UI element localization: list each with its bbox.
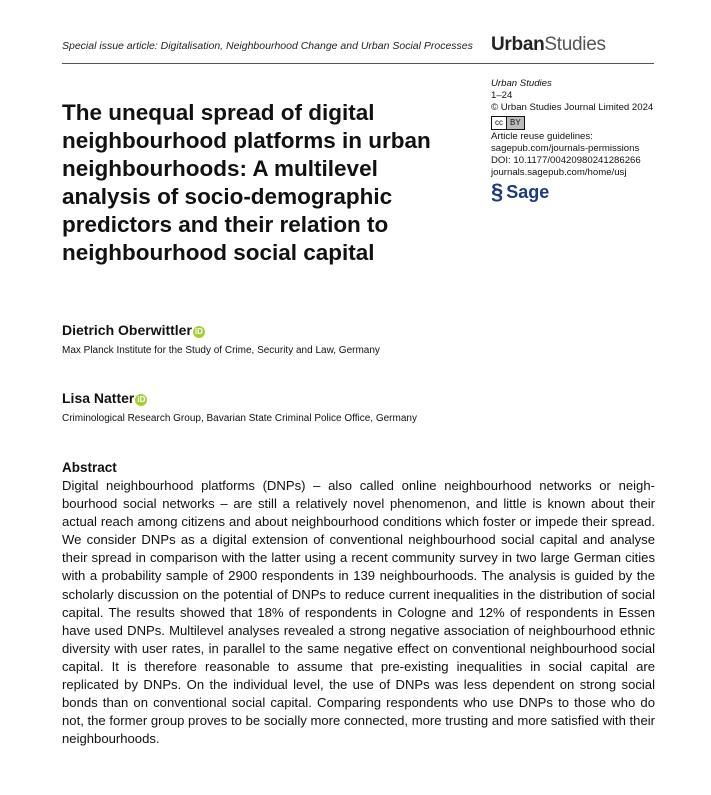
abstract-text: Digital neighbourhood platforms (DNPs) – also called online neighbourhood networks or neighbourhood social networks – are still a relatively novel phenomenon, and little is known about their actual reach among citizens and about neighbourhood conditions which foster or impede their spread. We consider DNPs as a digital extension of conventional neighbourhood social capital and analyse their spread in comparison with the latter using a recent community survey in two large German cities with a probability sample of 2900 respondents in 139 neighbourhoods. The analysis is guided by the scholarly discussion on the potential of DNPs to reduce current inequalities in the distribution of social capital. The results showed that 18% of respondents in Cologne and 12% of respondents in Essen have used DNPs. Multilevel analyses revealed a strong negative association of neighbourhood ethnic diversity with user rates, in parallel to the same negative effect on conventional neighbourhood social capital. It is therefore reasonable to assume that pre-existing inequalities in social capital are replicated by DNPs. On the individual level, the use of DNPs was less dependent on strong social bonds than on conventional social capital. Comparing respondents who use DNPs to those who do not, the former group proves to be socially more connected, more trusting and more satisfied with their neighbourhoods.	[62, 478, 655, 747]
journal-logo	[491, 34, 606, 56]
logo-bold: Urban	[491, 34, 545, 55]
by-icon: BY	[507, 117, 524, 129]
journal-name: Urban Studies	[491, 78, 552, 89]
author-name	[62, 390, 147, 406]
special-issue-label: Special issue article: Digitalisation, Neighbourhood Change and Urban Social Processes	[62, 40, 473, 52]
cc-license-badge	[491, 116, 525, 130]
author-name	[62, 322, 205, 338]
article-title: The unequal spread of digital neighbourhood platforms in urban neighbourhoods: A multilevel analysis of socio-demographic predictors and their relation to neighbourhood social capital	[62, 100, 431, 265]
permissions-link[interactable]: sagepub.com/journals-permissions	[491, 143, 640, 154]
orcid-icon[interactable]: iD	[137, 395, 146, 404]
sage-s-icon: §	[491, 179, 504, 204]
author-affiliation: Max Planck Institute for the Study of Crime, Security and Law, Germany	[62, 345, 380, 356]
orcid-icon[interactable]: iD	[194, 327, 203, 336]
doi[interactable]: DOI: 10.1177/00420980241286266	[491, 155, 641, 166]
author-affiliation: Criminological Research Group, Bavarian State Criminal Police Office, Germany	[62, 413, 417, 424]
page-range: 1–24	[491, 90, 513, 101]
article-meta	[491, 78, 654, 204]
header-rule	[62, 63, 654, 64]
logo-light: Studies	[544, 34, 606, 55]
cc-icon: cc	[492, 117, 507, 129]
abstract-heading: Abstract	[62, 460, 117, 475]
author-name-text: Lisa Natter	[62, 390, 135, 406]
publisher-name: Sage	[506, 182, 550, 202]
copyright: © Urban Studies Journal Limited 2024	[491, 102, 654, 113]
journal-link[interactable]: journals.sagepub.com/home/usj	[491, 167, 627, 178]
reuse-guidelines: Article reuse guidelines:	[491, 131, 593, 142]
author-name-text: Dietrich Oberwittler	[62, 322, 192, 338]
sage-logo	[491, 179, 653, 204]
